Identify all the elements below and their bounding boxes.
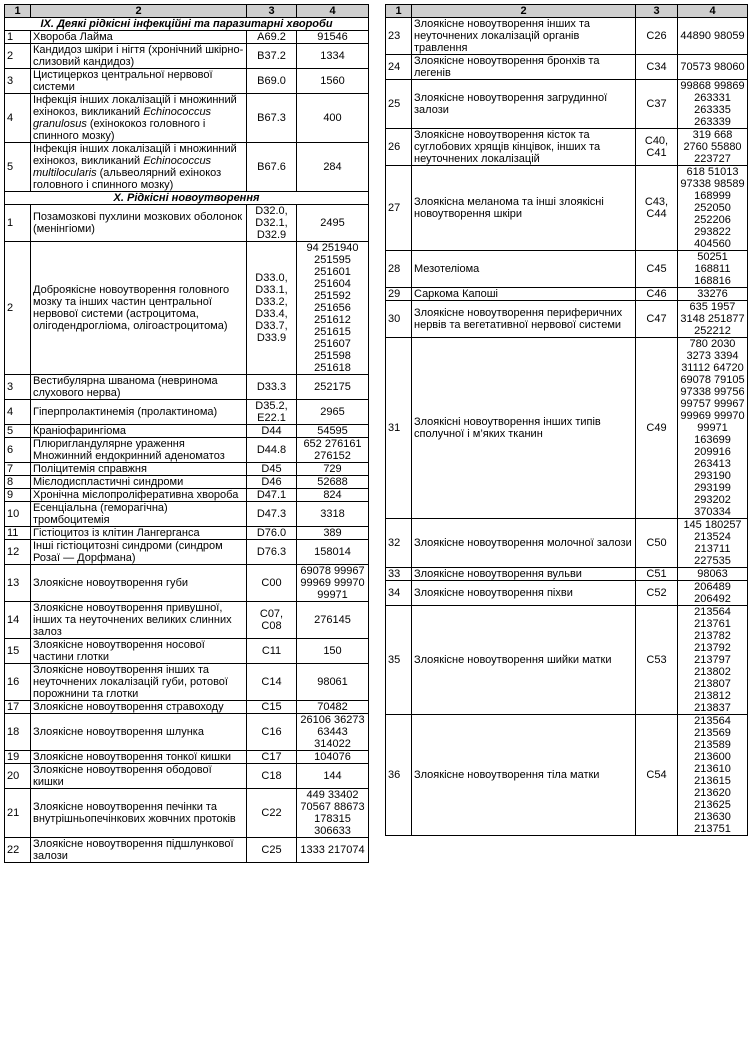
- disease-name-part: Інфекція інших локалізацій і множинний ехінокоз, викликаний: [33, 143, 237, 167]
- icd-code: D46: [247, 476, 297, 489]
- table-row: [5, 540, 369, 565]
- orpha-codes: 50251 168811 168816: [678, 251, 748, 288]
- icd-code: A69.2: [247, 31, 297, 44]
- row-number: 1: [5, 31, 31, 44]
- table-row: [5, 502, 369, 527]
- icd-code: C40, C41: [636, 129, 678, 166]
- orpha-codes: 252175: [297, 375, 369, 400]
- table-row: [5, 527, 369, 540]
- orpha-codes: 54595: [297, 425, 369, 438]
- table-row: [5, 789, 369, 838]
- table-row: [5, 463, 369, 476]
- left-header: [5, 5, 369, 18]
- icd-code: C54: [636, 715, 678, 836]
- icd-code: C18: [247, 764, 297, 789]
- orpha-codes: 618 51013 97338 98589 168999 252050 252206 293822 404560: [678, 166, 748, 251]
- left-table: [4, 4, 369, 863]
- row-number: 1: [5, 205, 31, 242]
- orpha-codes: 2495: [297, 205, 369, 242]
- row-number: 26: [386, 129, 412, 166]
- icd-code: B37.2: [247, 44, 297, 69]
- icd-code: C25: [247, 838, 297, 863]
- orpha-codes: 145 180257 213524 213711 227535: [678, 519, 748, 568]
- disease-name: Хронічна мієлопроліферативна хвороба: [31, 489, 247, 502]
- orpha-codes: 44890 98059: [678, 18, 748, 55]
- col-header-1: 1: [5, 5, 31, 18]
- orpha-codes: 635 1957 3148 251877 252212: [678, 301, 748, 338]
- table-row: [386, 55, 748, 80]
- col-header-4: 4: [297, 5, 369, 18]
- row-number: 21: [5, 789, 31, 838]
- table-row: [5, 764, 369, 789]
- orpha-codes: 158014: [297, 540, 369, 565]
- icd-code: D32.0, D32.1, D32.9: [247, 205, 297, 242]
- orpha-codes: 52688: [297, 476, 369, 489]
- icd-code: D45: [247, 463, 297, 476]
- orpha-codes: 389: [297, 527, 369, 540]
- disease-name: Злоякісне новоутворення носової частини глотки: [31, 639, 247, 664]
- table-row: [5, 714, 369, 751]
- disease-name: Поліцитемія справжня: [31, 463, 247, 476]
- disease-name: Злоякісне новоутворення тіла матки: [412, 715, 636, 836]
- disease-name: Кандидоз шкіри і нігтя (хронічний шкірно-слизовий кандидоз): [31, 44, 247, 69]
- icd-code: C16: [247, 714, 297, 751]
- icd-code: D76.0: [247, 527, 297, 540]
- row-number: 30: [386, 301, 412, 338]
- icd-code: C14: [247, 664, 297, 701]
- row-number: 25: [386, 80, 412, 129]
- disease-name: Злоякісне новоутворення інших та неуточнених локалізацій губи, ротової порожнини та глотки: [31, 664, 247, 701]
- orpha-codes: 652 276161 276152: [297, 438, 369, 463]
- row-number: 24: [386, 55, 412, 80]
- icd-code: C17: [247, 751, 297, 764]
- disease-name: Краніофарингіома: [31, 425, 247, 438]
- row-number: 35: [386, 606, 412, 715]
- orpha-codes: 319 668 2760 55880 223727: [678, 129, 748, 166]
- disease-name: Злоякісне новоутворення шийки матки: [412, 606, 636, 715]
- row-number: 18: [5, 714, 31, 751]
- row-number: 34: [386, 581, 412, 606]
- icd-code: B67.3: [247, 94, 297, 143]
- disease-name: Злоякісне новоутворення стравоходу: [31, 701, 247, 714]
- table-row: [386, 129, 748, 166]
- orpha-codes: 70573 98060: [678, 55, 748, 80]
- disease-name: Інші гістіоцитозні синдроми (синдром Розаї — Дорфмана): [31, 540, 247, 565]
- table-row: [386, 581, 748, 606]
- col-header-2: 2: [412, 5, 636, 18]
- disease-name-part: (альвеолярний ехінокоз головного і спинного мозку): [33, 167, 222, 191]
- disease-name: Вестибулярна шванома (невринома слухового нерва): [31, 375, 247, 400]
- icd-code: C49: [636, 338, 678, 519]
- disease-name: Злоякісне новоутворення тонкої кишки: [31, 751, 247, 764]
- disease-name: Злоякісне новоутворення кісток та суглобових хрящів кінцівок, інших та неуточнених локалізацій: [412, 129, 636, 166]
- col-header-3: 3: [636, 5, 678, 18]
- icd-code: B69.0: [247, 69, 297, 94]
- disease-name: Злоякісне новоутворення шлунка: [31, 714, 247, 751]
- orpha-codes: 780 2030 3273 3394 31112 64720 69078 79105 97338 99756 99757 99967 99969 99970 99971 163699 209916 263413 293190 293199 293202 370334: [678, 338, 748, 519]
- icd-code: C45: [636, 251, 678, 288]
- icd-code: C50: [636, 519, 678, 568]
- disease-name: Злоякісне новоутворення підшлункової залози: [31, 838, 247, 863]
- row-number: 15: [5, 639, 31, 664]
- row-number: 5: [5, 425, 31, 438]
- table-row: [5, 751, 369, 764]
- table-row: [386, 251, 748, 288]
- table-row: [5, 400, 369, 425]
- table-row: [5, 664, 369, 701]
- disease-name: Мезотеліома: [412, 251, 636, 288]
- icd-code: D44: [247, 425, 297, 438]
- table-row: [386, 18, 748, 55]
- disease-name: Злоякісне новоутворення інших та неуточнених локалізацій органів травлення: [412, 18, 636, 55]
- disease-name: Злоякісне новоутворення ободової кишки: [31, 764, 247, 789]
- section-row: [5, 18, 369, 31]
- section-row: [5, 192, 369, 205]
- disease-name: Злоякісне новоутворення вульви: [412, 568, 636, 581]
- orpha-codes: 26106 36273 63443 314022: [297, 714, 369, 751]
- icd-code: C53: [636, 606, 678, 715]
- row-number: 32: [386, 519, 412, 568]
- table-row: [5, 242, 369, 375]
- disease-name: Злоякісне новоутворення губи: [31, 565, 247, 602]
- row-number: 11: [5, 527, 31, 540]
- row-number: 9: [5, 489, 31, 502]
- disease-name-latin: Echinococcus granulosus: [33, 106, 212, 130]
- table-row: [5, 438, 369, 463]
- disease-name: Злоякісне новоутворення молочної залози: [412, 519, 636, 568]
- table-row: [386, 338, 748, 519]
- orpha-codes: 70482: [297, 701, 369, 714]
- table-row: [386, 606, 748, 715]
- orpha-codes: 144: [297, 764, 369, 789]
- row-number: 3: [5, 69, 31, 94]
- row-number: 5: [5, 143, 31, 192]
- orpha-codes: 91546: [297, 31, 369, 44]
- table-row: [5, 69, 369, 94]
- disease-name: Злоякісна меланома та інші злоякісні новоутворення шкіри: [412, 166, 636, 251]
- disease-name: [31, 94, 247, 143]
- section-title: IX. Деякі рідкісні інфекційні та паразитарні хвороби: [5, 18, 369, 31]
- disease-name: Злоякісні новоутворення інших типів сполучної і м’яких тканин: [412, 338, 636, 519]
- row-number: 33: [386, 568, 412, 581]
- table-row: [5, 701, 369, 714]
- disease-name: Доброякісне новоутворення головного мозку та інших частин центральної нервової системи (астроцитома, олігодендрогліома, олігоастроцитома): [31, 242, 247, 375]
- icd-code: D44.8: [247, 438, 297, 463]
- row-number: 4: [5, 400, 31, 425]
- row-number: 16: [5, 664, 31, 701]
- row-number: 36: [386, 715, 412, 836]
- icd-code: D76.3: [247, 540, 297, 565]
- orpha-codes: 150: [297, 639, 369, 664]
- table-row: [5, 143, 369, 192]
- table-row: [5, 425, 369, 438]
- table-row: [386, 166, 748, 251]
- icd-code: C07, C08: [247, 602, 297, 639]
- disease-name: Злоякісне новоутворення привушної, інших та неуточнених великих слинних залоз: [31, 602, 247, 639]
- icd-code: D33.3: [247, 375, 297, 400]
- orpha-codes: 99868 99869 263331 263335 263339: [678, 80, 748, 129]
- table-row: [5, 838, 369, 863]
- row-number: 20: [5, 764, 31, 789]
- disease-name: Цистицеркоз центральної нервової системи: [31, 69, 247, 94]
- disease-name: Гістіоцитоз із клітин Лангерганса: [31, 527, 247, 540]
- row-number: 8: [5, 476, 31, 489]
- row-number: 13: [5, 565, 31, 602]
- table-row: [386, 519, 748, 568]
- table-row: [386, 80, 748, 129]
- table-row: [5, 565, 369, 602]
- row-number: 4: [5, 94, 31, 143]
- orpha-codes: 98063: [678, 568, 748, 581]
- icd-code: D33.0, D33.1, D33.2, D33.4, D33.7, D33.9: [247, 242, 297, 375]
- icd-code: B67.6: [247, 143, 297, 192]
- orpha-codes: 33276: [678, 288, 748, 301]
- col-header-2: 2: [31, 5, 247, 18]
- disease-name: Злоякісне новоутворення піхви: [412, 581, 636, 606]
- table-row: [5, 476, 369, 489]
- disease-name-part: Інфекція інших локалізацій і множинний ехінокоз, викликаний: [33, 94, 237, 118]
- table-row: [386, 301, 748, 338]
- left-body: [5, 18, 369, 863]
- disease-name: Саркома Капоші: [412, 288, 636, 301]
- orpha-codes: 94 251940 251595 251601 251604 251592 251656 251612 251615 251607 251598 251618: [297, 242, 369, 375]
- col-header-4: 4: [678, 5, 748, 18]
- right-table: [385, 4, 748, 836]
- row-number: 31: [386, 338, 412, 519]
- row-number: 28: [386, 251, 412, 288]
- disease-name: Злоякісне новоутворення периферичних нервів та вегетативної нервової системи: [412, 301, 636, 338]
- row-number: 27: [386, 166, 412, 251]
- right-header: [386, 5, 748, 18]
- table-row: [386, 715, 748, 836]
- row-number: 23: [386, 18, 412, 55]
- right-body: [386, 18, 748, 836]
- disease-name: Злоякісне новоутворення бронхів та легенів: [412, 55, 636, 80]
- orpha-codes: 1560: [297, 69, 369, 94]
- disease-name: [31, 143, 247, 192]
- orpha-codes: 213564 213569 213589 213600 213610 213615 213620 213625 213630 213751: [678, 715, 748, 836]
- orpha-codes: 206489 206492: [678, 581, 748, 606]
- section-title: X. Рідкісні новоутворення: [5, 192, 369, 205]
- row-number: 22: [5, 838, 31, 863]
- table-row: [5, 489, 369, 502]
- icd-code: C46: [636, 288, 678, 301]
- row-number: 3: [5, 375, 31, 400]
- orpha-codes: 2965: [297, 400, 369, 425]
- orpha-codes: 400: [297, 94, 369, 143]
- icd-code: C00: [247, 565, 297, 602]
- table-row: [386, 568, 748, 581]
- row-number: 2: [5, 242, 31, 375]
- table-row: [5, 639, 369, 664]
- row-number: 10: [5, 502, 31, 527]
- icd-code: D47.3: [247, 502, 297, 527]
- icd-code: C26: [636, 18, 678, 55]
- icd-code: C37: [636, 80, 678, 129]
- row-number: 29: [386, 288, 412, 301]
- row-number: 7: [5, 463, 31, 476]
- table-row: [5, 205, 369, 242]
- icd-code: C11: [247, 639, 297, 664]
- orpha-codes: 3318: [297, 502, 369, 527]
- disease-name: Хвороба Лайма: [31, 31, 247, 44]
- row-number: 2: [5, 44, 31, 69]
- disease-name-part: (ехінококоз головного і спинного мозку): [33, 118, 206, 142]
- table-row: [386, 288, 748, 301]
- disease-name: Мієлодиспластичні синдроми: [31, 476, 247, 489]
- orpha-codes: 729: [297, 463, 369, 476]
- col-header-3: 3: [247, 5, 297, 18]
- table-row: [5, 94, 369, 143]
- table-row: [5, 375, 369, 400]
- icd-code: C34: [636, 55, 678, 80]
- row-number: 12: [5, 540, 31, 565]
- orpha-codes: 213564 213761 213782 213792 213797 213802 213807 213812 213837: [678, 606, 748, 715]
- orpha-codes: 276145: [297, 602, 369, 639]
- disease-name: Злоякісне новоутворення загрудинної залози: [412, 80, 636, 129]
- orpha-codes: 1334: [297, 44, 369, 69]
- icd-code: C47: [636, 301, 678, 338]
- icd-code: C51: [636, 568, 678, 581]
- row-number: 17: [5, 701, 31, 714]
- icd-code: D35.2, E22.1: [247, 400, 297, 425]
- table-row: [5, 602, 369, 639]
- orpha-codes: 1333 217074: [297, 838, 369, 863]
- orpha-codes: 449 33402 70567 88673 178315 306633: [297, 789, 369, 838]
- icd-code: D47.1: [247, 489, 297, 502]
- orpha-codes: 69078 99967 99969 99970 99971: [297, 565, 369, 602]
- disease-name: Злоякісне новоутворення печінки та внутрішньопечінкових жовчних протоків: [31, 789, 247, 838]
- row-number: 14: [5, 602, 31, 639]
- table-row: [5, 44, 369, 69]
- orpha-codes: 284: [297, 143, 369, 192]
- disease-name: Гіперпролактинемія (пролактинома): [31, 400, 247, 425]
- icd-code: C52: [636, 581, 678, 606]
- disease-name-latin: Echinococcus multilocularis: [33, 155, 212, 179]
- disease-name: Позамозкові пухлини мозкових оболонок (менінгіоми): [31, 205, 247, 242]
- row-number: 6: [5, 438, 31, 463]
- row-number: 19: [5, 751, 31, 764]
- disease-name: Плюригландулярне ураження Множинний ендокринний аденоматоз: [31, 438, 247, 463]
- icd-code: C43, C44: [636, 166, 678, 251]
- orpha-codes: 98061: [297, 664, 369, 701]
- disease-name: Есенціальна (геморагічна) тромбоцитемія: [31, 502, 247, 527]
- col-header-1: 1: [386, 5, 412, 18]
- icd-code: C22: [247, 789, 297, 838]
- table-row: [5, 31, 369, 44]
- orpha-codes: 104076: [297, 751, 369, 764]
- icd-code: C15: [247, 701, 297, 714]
- orpha-codes: 824: [297, 489, 369, 502]
